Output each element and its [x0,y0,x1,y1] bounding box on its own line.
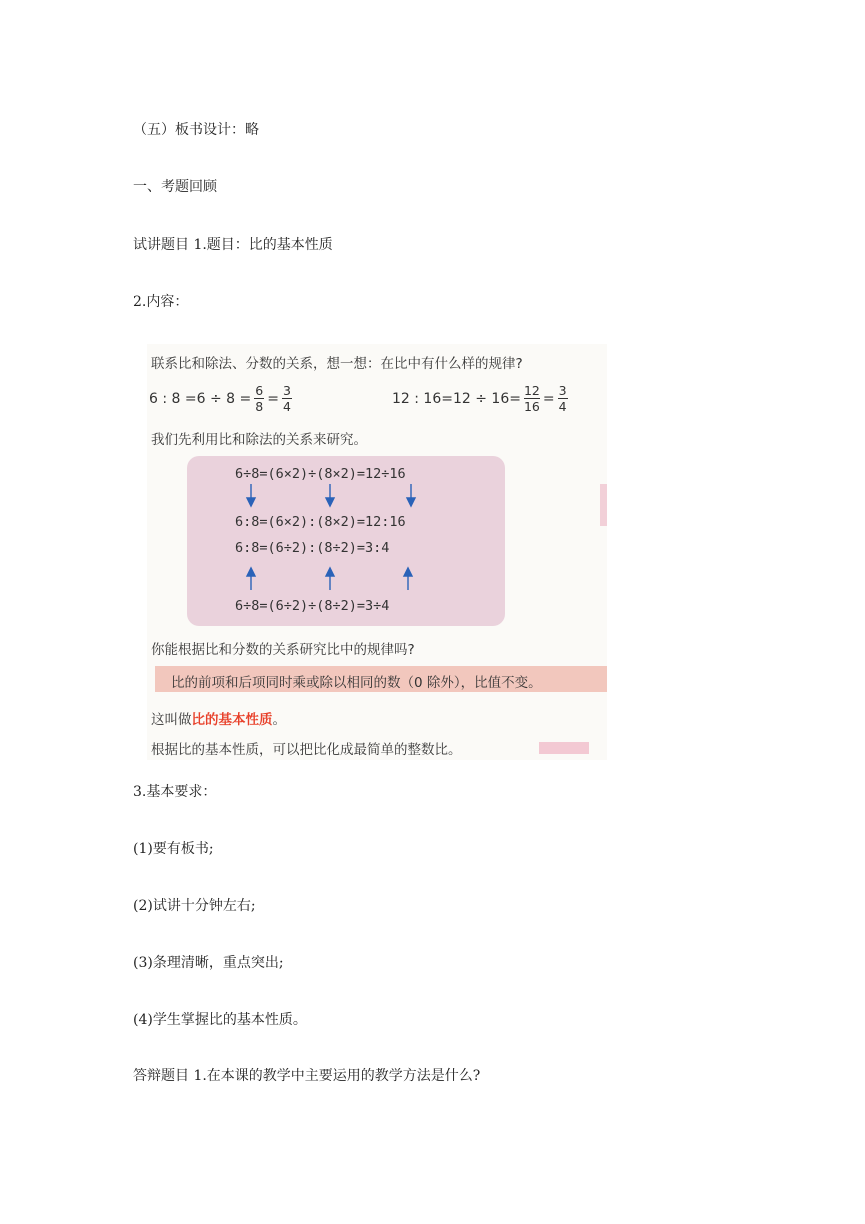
section-board-heading: （五）板书设计：略 [133,122,259,138]
section-review-heading: 一、考题回顾 [133,179,217,195]
requirement-item: (3)条理清晰，重点突出; [133,955,284,971]
requirement-item: (1)要有板书; [133,841,214,857]
trial-topic: 试讲题目 1.题目：比的基本性质 [133,237,333,253]
fraction-3-4 [282,384,292,413]
rule-text: 比的前项和后项同时乘或除以相同的数（0 除外），比值不变。 [171,675,542,691]
down-arrow-icon [247,498,255,506]
box-line-2: 6:8=(6×2):(8×2)=12:16 [235,514,406,530]
fraction-numerator: 12 [523,383,540,398]
up-arrow-icon [326,568,334,576]
down-arrow-icon [407,498,415,506]
basic-property-term: 比的基本性质 [191,712,273,728]
fraction-numerator: 3 [558,383,567,398]
down-arrow-icon [326,498,334,506]
decorative-tag [539,742,589,754]
fraction-denominator: 4 [283,399,291,414]
requirement-item: (2)试讲十分钟左右; [133,898,256,914]
fraction-denominator: 4 [558,399,567,414]
fraction-6-8 [254,384,264,413]
textbook-excerpt-image [147,344,607,760]
called-sentence [151,708,286,728]
fraction-numerator: 3 [283,383,291,398]
simplify-sentence: 根据比的基本性质，可以把比化成最简单的整数比。 [151,742,462,758]
equation-12-16 [392,384,571,413]
equation-6-8 [149,384,295,413]
rule-highlight-band [155,666,607,692]
requirement-item: (4)学生掌握比的基本性质。 [133,1012,307,1028]
equation-6-8-prefix: 6 : 8 =6 ÷ 8 = [149,390,252,407]
textbook-question-1: 联系比和除法、分数的关系，想一想：在比中有什么样的规律? [151,356,523,372]
requirements-title: 3.基本要求： [133,784,217,800]
study-division-text: 我们先利用比和除法的关系来研究。 [151,432,367,448]
fraction-denominator: 16 [523,399,540,414]
fraction-12-16 [524,384,540,413]
fraction-3-4 [558,384,568,413]
content-label: 2.内容： [133,294,189,310]
called-suffix: 。 [272,712,286,728]
up-arrow-icon [404,568,412,576]
box-line-1: 6÷8=(6×2)÷(8×2)=12÷16 [235,466,406,482]
defense-topic: 答辩题目 1.在本课的教学中主要运用的教学方法是什么? [133,1068,481,1084]
decorative-bar [600,484,607,526]
fraction-numerator: 6 [255,383,264,398]
called-prefix: 这叫做 [151,712,192,728]
equation-12-16-prefix: 12 : 16=12 ÷ 16= [392,390,521,407]
equals-sign: = [542,390,555,407]
ratio-transform-box [187,456,505,626]
fraction-denominator: 8 [255,399,264,414]
box-line-3: 6:8=(6÷2):(8÷2)=3:4 [235,540,390,556]
up-arrow-icon [247,568,255,576]
box-line-4: 6÷8=(6÷2)÷(8÷2)=3÷4 [235,598,390,614]
textbook-question-2: 你能根据比和分数的关系研究比中的规律吗? [151,642,415,658]
equals-sign: = [267,390,279,407]
